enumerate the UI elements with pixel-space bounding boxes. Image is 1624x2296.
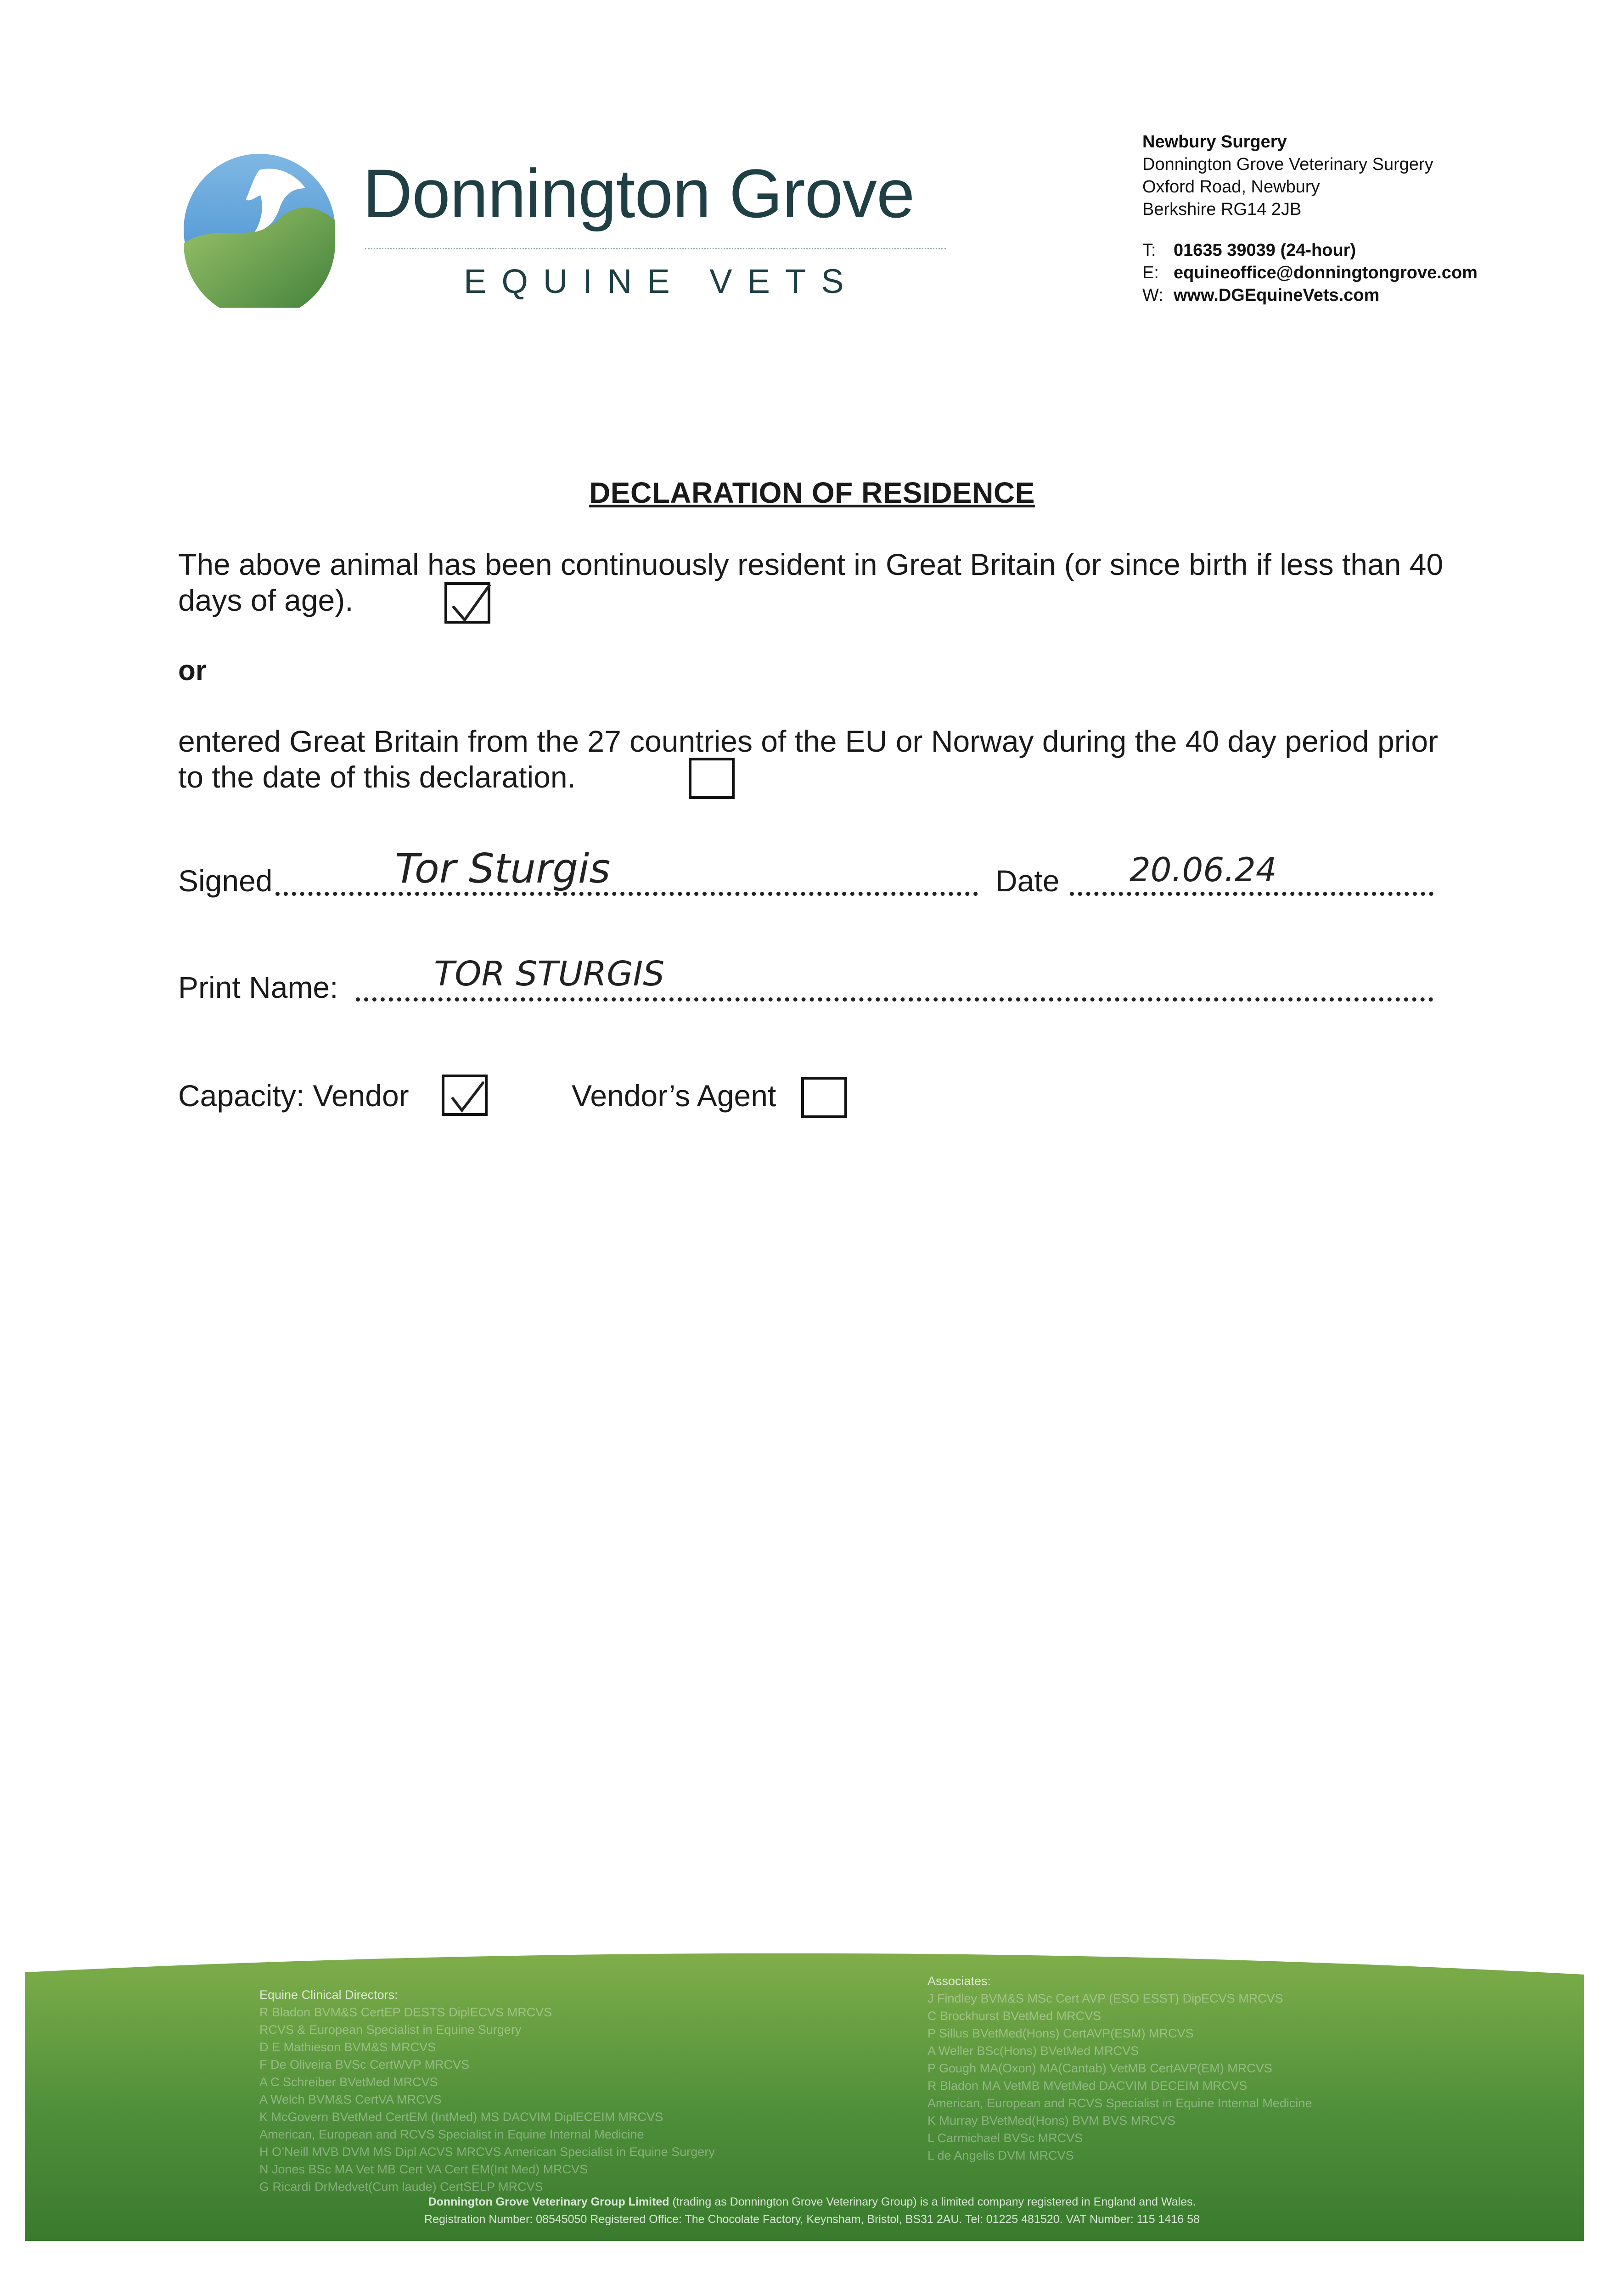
associates-list xyxy=(927,1972,1312,2164)
director-entry: A C Schreiber BVetMed MRCVS xyxy=(259,2075,438,2089)
associate-entry: K Murray BVetMed(Hons) BVM BVS MRCVS xyxy=(927,2114,1176,2127)
associate-entry: L de Angelis DVM MRCVS xyxy=(927,2149,1074,2162)
contact-block xyxy=(1142,131,1478,307)
signed-label: Signed xyxy=(178,864,273,898)
director-entry: H O’Neill MVB DVM MS Dipl ACVS MRCVS American Specialist in Equine Surgery xyxy=(259,2145,715,2159)
director-entry: R Bladon BVM&S CertEP DESTS DiplECVS MRCVS xyxy=(259,2005,552,2019)
eu-entry-option-text: entered Great Britain from the 27 countries of the EU or Norway during the 40 day period prior to the date of this declaration. xyxy=(178,724,1439,794)
director-entry: G Ricardi DrMedvet(Cum laude) CertSELP MRCVS xyxy=(259,2180,543,2194)
address-line-3: Berkshire RG14 2JB xyxy=(1142,200,1302,219)
date-line xyxy=(1070,892,1433,896)
or-separator: or xyxy=(178,655,207,687)
signature-line xyxy=(275,892,978,896)
address-line-2: Oxford Road, Newbury xyxy=(1142,177,1320,197)
associate-entry: P Gough MA(Oxon) MA(Cantab) VetMB CertAVP(EM) MRCVS xyxy=(927,2061,1272,2075)
brand-subtitle: EQUINE VETS xyxy=(464,262,859,300)
associate-entry: P Sillus BVetMed(Hons) CertAVP(ESM) MRCVS xyxy=(927,2026,1194,2040)
website-line xyxy=(1142,284,1478,307)
directors-heading: Equine Clinical Directors: xyxy=(259,1988,398,2002)
associate-entry: A Weller BSc(Hons) BVetMed MRCVS xyxy=(927,2044,1139,2058)
date-label: Date xyxy=(995,864,1060,898)
website-link[interactable]: www.DGEquineVets.com xyxy=(1174,286,1380,305)
legal-line-2: Registration Number: 08545050 Registered Office: The Chocolate Factory, Keynsham, Bristol, BS31 2AU. Tel: 01225 481520. VAT Number: 115 1416 58 xyxy=(424,2213,1200,2226)
associate-entry: R Bladon MA VetMB MVetMed DACVIM DECEIM MRCVS xyxy=(927,2079,1248,2093)
checkmark-icon xyxy=(447,585,498,626)
associates-heading: Associates: xyxy=(927,1974,991,1988)
website-label: W: xyxy=(1142,286,1163,305)
associate-entry: American, European and RCVS Specialist in Equine Internal Medicine xyxy=(927,2096,1312,2110)
email-label: E: xyxy=(1142,263,1159,282)
company-name: Donnington Grove Veterinary Group Limited xyxy=(428,2195,669,2208)
clinical-directors-list xyxy=(259,1986,715,2195)
director-entry: D E Mathieson BVM&S MRCVS xyxy=(259,2040,436,2054)
telephone-label: T: xyxy=(1142,241,1156,260)
director-entry: A Welch BVM&S CertVA MRCVS xyxy=(259,2093,442,2106)
residence-checkbox[interactable] xyxy=(444,582,490,624)
vendors-agent-label: Vendor’s Agent xyxy=(572,1079,776,1113)
signature-value[interactable]: Tor Sturgis xyxy=(395,845,611,892)
print-name-value[interactable]: TOR STURGIS xyxy=(434,954,665,994)
associate-entry: C Brockhurst BVetMed MRCVS xyxy=(927,2009,1101,2023)
date-value[interactable]: 20.06.24 xyxy=(1129,850,1277,889)
telephone-value: 01635 39039 (24-hour) xyxy=(1174,241,1356,260)
surgery-name: Newbury Surgery xyxy=(1142,132,1287,152)
associate-entry: L Carmichael BVSc MRCVS xyxy=(927,2131,1083,2145)
director-entry: F De Oliveira BVSc CertWVP MRCVS xyxy=(259,2058,470,2071)
address-line-1: Donnington Grove Veterinary Surgery xyxy=(1142,155,1433,174)
associate-entry: J Findley BVM&S MSc Cert AVP (ESO ESST) DipECVS MRCVS xyxy=(927,1992,1283,2005)
director-entry: RCVS & European Specialist in Equine Surgery xyxy=(259,2023,522,2037)
checkmark-icon xyxy=(444,1077,490,1119)
eu-entry-checkbox[interactable] xyxy=(689,758,735,799)
telephone-line xyxy=(1142,239,1478,262)
director-entry: N Jones BSc MA Vet MB Cert VA Cert EM(Int Med) MRCVS xyxy=(259,2162,588,2176)
company-legal-notice xyxy=(0,2193,1624,2228)
brand-divider xyxy=(365,248,946,249)
email-link[interactable]: equineoffice@donningtongrove.com xyxy=(1174,263,1478,282)
print-name-label: Print Name: xyxy=(178,970,338,1004)
footer-green-band xyxy=(0,1952,1624,2296)
declaration-title: DECLARATION OF RESIDENCE xyxy=(589,476,1035,509)
print-name-line xyxy=(356,997,1433,1002)
residence-option-text: The above animal has been continuously resident in Great Britain (or since birth if less than 40 days of age). xyxy=(178,547,1444,617)
capacity-vendor-label: Capacity: Vendor xyxy=(178,1079,409,1113)
vendor-checkbox[interactable] xyxy=(442,1075,488,1116)
vendors-agent-checkbox[interactable] xyxy=(801,1077,847,1118)
email-line xyxy=(1142,262,1478,284)
brand-name: Donnington Grove xyxy=(363,155,915,232)
company-registration-text: (trading as Donnington Grove Veterinary Group) is a limited company registered in England and Wales. xyxy=(669,2195,1196,2208)
donnington-grove-logo-icon xyxy=(181,152,337,308)
director-entry: American, European and RCVS Specialist in Equine Internal Medicine xyxy=(259,2127,644,2141)
legal-line-1 xyxy=(0,2193,1624,2211)
director-entry: K McGovern BVetMed CertEM (IntMed) MS DACVIM DiplECEIM MRCVS xyxy=(259,2110,663,2124)
